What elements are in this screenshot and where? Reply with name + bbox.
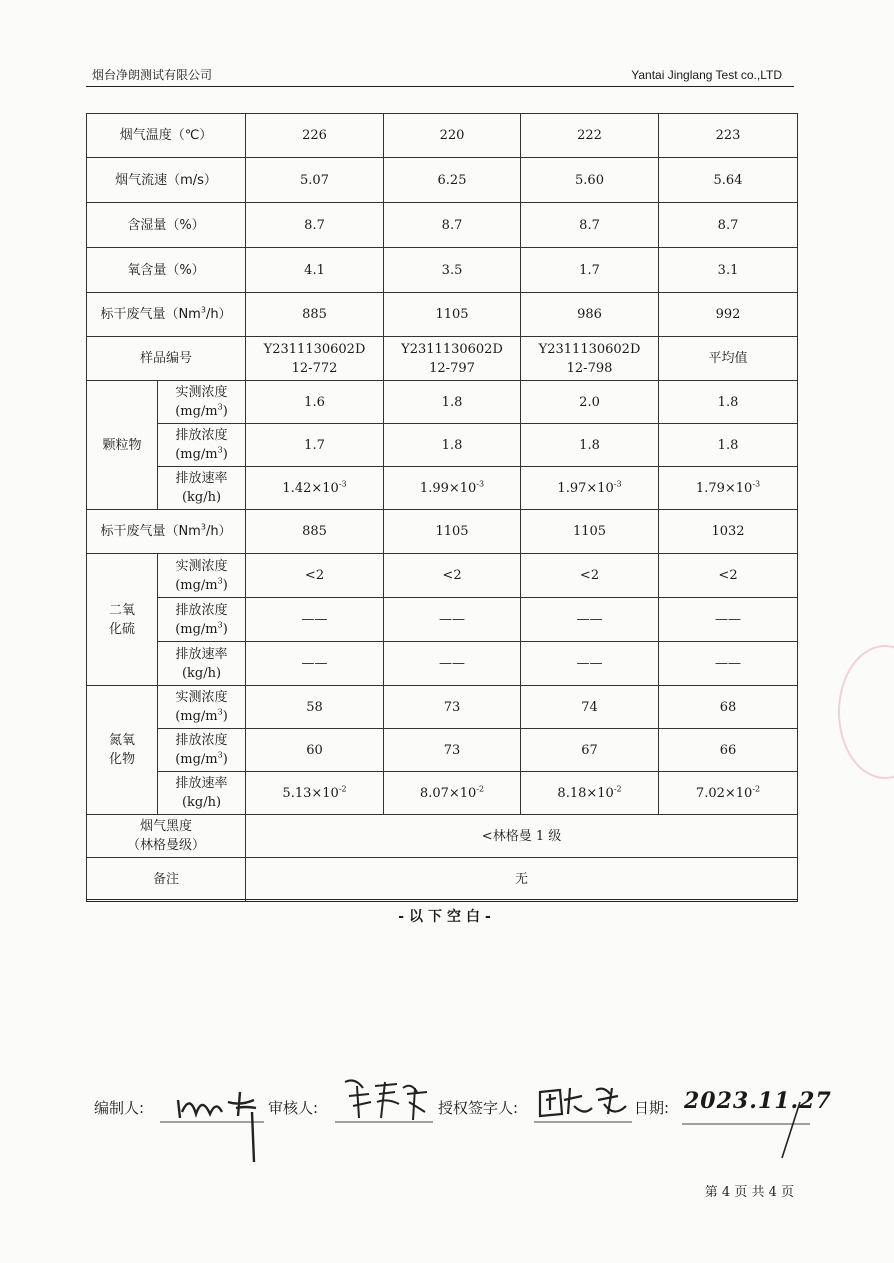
row-label: 标干废气量（Nm$^3$/h） [87, 293, 246, 337]
value-cell: 1105 [384, 293, 521, 337]
value-cell: $1.79\times 10^{-3}$ [659, 467, 798, 510]
value-cell: 60 [246, 729, 384, 772]
table-row [87, 554, 798, 598]
table-row [87, 510, 798, 554]
value-cell: 1.7 [246, 424, 384, 467]
table-row [87, 381, 798, 424]
seal-stamp-partial [838, 645, 894, 779]
param-label: 实测浓度 $(mg/m^3)$ [158, 686, 246, 729]
table-row [87, 858, 798, 902]
table-row [87, 337, 798, 381]
value-cell: 1.8 [521, 424, 659, 467]
sample-id-cell: Y2311130602D 12-798 [521, 337, 659, 381]
value-cell: 73 [384, 729, 521, 772]
value-cell: —— [521, 642, 659, 686]
value-cell: —— [246, 642, 384, 686]
value-cell: $8.18\times 10^{-2}$ [521, 772, 659, 815]
value-cell: 1.7 [521, 248, 659, 293]
row-label: 氧含量（%） [87, 248, 246, 293]
value-cell: 1.8 [384, 424, 521, 467]
value-cell: 1105 [521, 510, 659, 554]
value-cell: 73 [384, 686, 521, 729]
value-cell: —— [521, 598, 659, 642]
date-underline [682, 1090, 812, 1160]
value-cell: 2.0 [521, 381, 659, 424]
group-label: 颗粒物 [87, 381, 158, 510]
value-cell: —— [384, 598, 521, 642]
value-cell: 5.07 [246, 158, 384, 203]
value-cell: 6.25 [384, 158, 521, 203]
header-divider [86, 86, 794, 87]
table-row [87, 642, 798, 686]
value-cell: —— [384, 642, 521, 686]
value-cell: <2 [246, 554, 384, 598]
value-cell: 1.8 [659, 381, 798, 424]
company-name-en: Yantai Jinglang Test co.,LTD [631, 68, 782, 82]
value-cell: <2 [659, 554, 798, 598]
row-label: 标干废气量（Nm$^3$/h） [87, 510, 246, 554]
value-cell: <2 [521, 554, 659, 598]
row-label: 烟气流速（m/s） [87, 158, 246, 203]
value-cell: $5.13\times 10^{-2}$ [246, 772, 384, 815]
blank-below-note: -以下空白- [398, 909, 496, 925]
table-row [87, 467, 798, 510]
value-cell: $1.99\times 10^{-3}$ [384, 467, 521, 510]
sample-id-cell: 平均值 [659, 337, 798, 381]
value-cell: <2 [384, 554, 521, 598]
value-cell: —— [659, 642, 798, 686]
row-label: 含湿量（%） [87, 203, 246, 248]
param-label: 排放速率 (kg/h) [158, 642, 246, 686]
param-label: 排放浓度 $(mg/m^3)$ [158, 424, 246, 467]
table-row [87, 293, 798, 337]
param-label: 实测浓度 $(mg/m^3)$ [158, 381, 246, 424]
value-cell: 66 [659, 729, 798, 772]
sample-id-cell: Y2311130602D 12-797 [384, 337, 521, 381]
value-cell: 58 [246, 686, 384, 729]
reviewer-label: 审核人: [268, 1099, 319, 1117]
row-label: 样品编号 [87, 337, 246, 381]
group-label: 二氧 化硫 [87, 554, 158, 686]
value-cell: $1.97\times 10^{-3}$ [521, 467, 659, 510]
value-cell: 无 [246, 858, 798, 902]
value-cell: 992 [659, 293, 798, 337]
value-cell: 986 [521, 293, 659, 337]
value-cell: 74 [521, 686, 659, 729]
value-cell: 885 [246, 510, 384, 554]
value-cell: 5.64 [659, 158, 798, 203]
value-cell: 1105 [384, 510, 521, 554]
value-cell: 1.8 [659, 424, 798, 467]
company-name-cn: 烟台净朗测试有限公司 [92, 68, 213, 82]
signatory-label: 授权签字人: [438, 1099, 519, 1117]
value-cell: 3.1 [659, 248, 798, 293]
compiler-label: 编制人: [94, 1099, 145, 1117]
table-row [87, 158, 798, 203]
value-cell: 885 [246, 293, 384, 337]
value-cell: 67 [521, 729, 659, 772]
value-cell: 220 [384, 114, 521, 158]
table-row [87, 815, 798, 858]
value-cell: 5.60 [521, 158, 659, 203]
param-label: 排放浓度 $(mg/m^3)$ [158, 729, 246, 772]
emission-data-table [86, 113, 798, 902]
value-cell: 68 [659, 686, 798, 729]
value-cell: —— [246, 598, 384, 642]
table-row [87, 686, 798, 729]
table-row [87, 203, 798, 248]
param-label: 排放速率 (kg/h) [158, 467, 246, 510]
date-label: 日期: [634, 1099, 670, 1117]
value-cell: $1.42\times 10^{-3}$ [246, 467, 384, 510]
value-cell: 223 [659, 114, 798, 158]
value-cell: 8.7 [384, 203, 521, 248]
table-row [87, 424, 798, 467]
value-cell: 8.7 [521, 203, 659, 248]
group-label: 氮氧 化物 [87, 686, 158, 815]
param-label: 排放速率 (kg/h) [158, 772, 246, 815]
value-cell: 1032 [659, 510, 798, 554]
value-cell: <林格曼 1 级 [246, 815, 798, 858]
row-label: 备注 [87, 858, 246, 902]
date-handwritten: 2023.11.27 [684, 1088, 832, 1114]
table-row [87, 114, 798, 158]
row-label: 烟气温度（℃） [87, 114, 246, 158]
table-row [87, 772, 798, 815]
value-cell: 1.6 [246, 381, 384, 424]
value-cell: 226 [246, 114, 384, 158]
value-cell: $7.02\times 10^{-2}$ [659, 772, 798, 815]
value-cell: 8.7 [659, 203, 798, 248]
table-row [87, 729, 798, 772]
value-cell: 4.1 [246, 248, 384, 293]
value-cell: —— [659, 598, 798, 642]
table-bottom-rule [86, 899, 797, 905]
value-cell: 222 [521, 114, 659, 158]
page-number: 第 4 页 共 4 页 [704, 1185, 794, 1200]
signatory-signature [534, 1078, 634, 1128]
value-cell: 3.5 [384, 248, 521, 293]
sample-id-cell: Y2311130602D 12-772 [246, 337, 384, 381]
param-label: 实测浓度 $(mg/m^3)$ [158, 554, 246, 598]
row-label: 烟气黑度 （林格曼级） [87, 815, 246, 858]
table-row [87, 248, 798, 293]
param-label: 排放浓度 $(mg/m^3)$ [158, 598, 246, 642]
table-row [87, 598, 798, 642]
value-cell: 1.8 [384, 381, 521, 424]
reviewer-signature [335, 1072, 435, 1132]
value-cell: 8.7 [246, 203, 384, 248]
value-cell: $8.07\times 10^{-2}$ [384, 772, 521, 815]
compiler-signature [160, 1082, 270, 1167]
